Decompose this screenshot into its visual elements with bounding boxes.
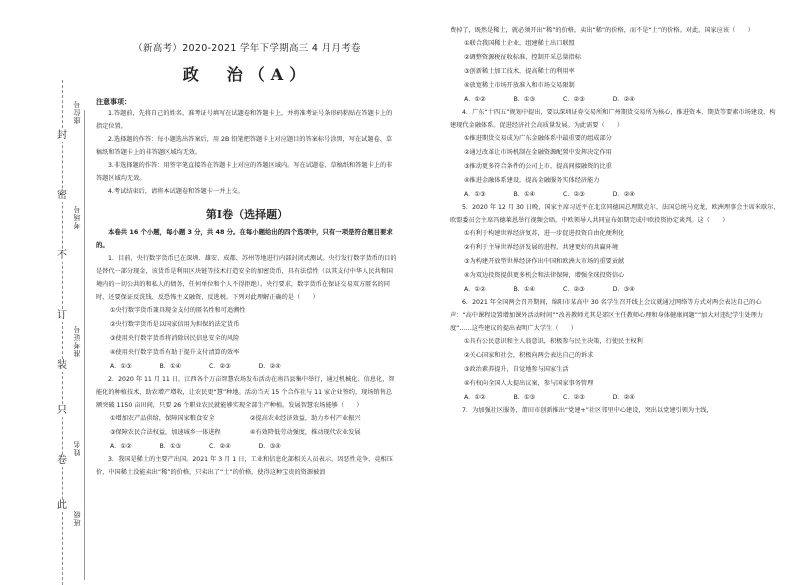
answer-choice: B．①④ xyxy=(513,191,536,198)
question-4-option: ①推进期货交易成为广东金融体系中最重要的组成部分 xyxy=(464,135,612,142)
question-5-option: ③为构建开放型世界经济作出中国和欧洲大市场的重要贡献 xyxy=(464,258,625,265)
question-5-option: ①有利于构建世界经济复苏，进一步促进投资自由化便利化 xyxy=(464,230,625,237)
binding-char: 装 xyxy=(54,360,70,372)
question-5-option: ④为双边投资提供更多机会和法律保障，增强全球投资信心 xyxy=(464,272,625,279)
answer-choice: A．①② xyxy=(464,96,486,103)
question-2-option: ①增加农产品供给，保障国家粮食安全 xyxy=(110,415,215,422)
answer-choice: A．①③ xyxy=(464,191,486,198)
answer-choice: C．②③ xyxy=(563,394,585,401)
class-field: 班级 xyxy=(73,510,81,526)
question-3-option: ③创新稀土加工技术，提高稀土的利用率 xyxy=(464,68,575,75)
binding-char: 此 xyxy=(54,500,70,512)
answer-choice: B．①③ xyxy=(513,394,536,401)
question-1-option: ③使用央行数字货币将消除居民信息安全的风险 xyxy=(110,335,240,342)
answer-choice: D．②④ xyxy=(258,363,281,370)
question-4-option: ④推进金融体系建设，提高金融服务实体经济能力 xyxy=(464,177,600,184)
question-2-answers xyxy=(96,440,398,453)
answer-choice: D．③④ xyxy=(612,286,635,293)
subject-title: 政 治（A） xyxy=(182,65,312,84)
answer-choice: C．②④ xyxy=(209,443,231,450)
answer-choice: A．①③ xyxy=(110,363,132,370)
question-1-option: ④使用央行数字货币有助于提升支付清算的效率 xyxy=(110,349,240,356)
notice-heading: 注意事项： xyxy=(96,98,131,106)
answer-choice: B．①③ xyxy=(513,96,536,103)
question-3-option: ①联合我国稀土企业，组建稀土出口联盟 xyxy=(464,40,575,47)
question-4-stem: 4．广东“十四五”规划中提出，要以深圳证券交易所和广州期货交易所为核心，推进资本、期货等要素市场建设，构建现代金融体系。促进经济社会高质量发展。为此需要（ ） xyxy=(450,109,776,129)
question-4-option: ②通过改革让市场机制在金融资源配置中发挥决定作用 xyxy=(464,149,612,156)
answer-choice: B．①③ xyxy=(159,443,182,450)
binding-char: 不 xyxy=(54,250,70,262)
question-3-stem: 3．我国是稀土的主要产出国。2021 年 3 月 1 日，工业和信息化部相关人员表示，因恶性竞争、竞相压价，中国稀土没能卖出“稀”的价格，只卖出了“土”的价格，使得这种宝贵的资源被浪 xyxy=(96,456,393,476)
question-6-stem: 6．2021 年全国两会召开期间，绵阳市某高中 30 名学生召开线上会议就通过网络等方式对两会表达自己的心声：“高中课程设置增加课外活动时间”“改善教师尤其是郊区主任教师心理和身体健康问题”“加大对违纪学生处理力度”……这些建议的提出表明广大学生（ ） xyxy=(450,299,764,332)
question-1-option: ②央行数字货币是以国家信用为担保的法定货币 xyxy=(110,321,240,328)
exam-room-field: 考场号 xyxy=(73,205,81,229)
question-1-stem: 1．目前，央行数字货币已在深圳、雄安、成都、苏州等地进行内部封闭式测试。央行发行数字货币的目的是替代一部分现金，该货币是利用区块链等技术打造安全的加密货币，具有法偿性（以其支付中华人民共和国境内的一切公共的和私人的债务，任何单位和个人不得拒绝）。央行要求，数字货币在保证交易双方匿名的同时，还要保证反洗钱、反恐怖主义融资、反逃税。下列对此理解正确的是（ ） xyxy=(96,255,397,301)
admission-number-field: 准考证号 xyxy=(73,325,81,357)
binding-char: 只 xyxy=(54,405,70,417)
answer-choice: C．②③ xyxy=(209,363,231,370)
question-5-option: ②有利于主导世界经济发展的进程，共建更好的共赢环境 xyxy=(464,244,619,251)
binding-char: 卷 xyxy=(54,455,70,467)
notice-item: 3.非选择题的作答：用签字笔直接答在答题卡上对应的答题区域内。写在试题卷、草稿纸和答题卡上的非答题区域均无效。 xyxy=(96,162,393,182)
question-6-option: ①具有公民意识和主人翁意识，积极参与民主决策，行使民主权利 xyxy=(464,338,643,345)
answer-choice: B．①④ xyxy=(513,286,536,293)
right-column xyxy=(450,24,780,417)
section-title: 第Ⅰ卷（选择题） xyxy=(205,208,289,221)
question-2-option: ④有效降低劳动强度，推动现代农业发展 xyxy=(249,429,361,436)
name-field: 姓名 xyxy=(73,440,81,456)
question-3-answers xyxy=(450,93,780,106)
exam-title: （新高考）2020-2021 学年下学期高三 4 月月考卷 xyxy=(133,43,361,54)
question-2-stem: 2．2020 年 11 月 11 日，江西各个万亩智慧农场发布活动在南昌县集中举行，通过机械化、信息化、智能化的种植技术，助农增产增收，让农民更“慧”种地。活动当天 15 个合作社与 11 家企业签约，现场销售总额突破 1150 亩田间，只要 26 个职业农民就能够实现全部生产种植。发展智慧农场能够（ ） xyxy=(96,376,395,409)
answer-choice: D．③④ xyxy=(258,443,281,450)
seat-number-field: 座位号 xyxy=(73,100,81,124)
binding-char: 订 xyxy=(54,310,70,322)
binding-char: 封 xyxy=(54,130,70,142)
answer-choice: C．②③ xyxy=(563,191,585,198)
section-intro: 本卷共 16 个小题，每小题 3 分，共 48 分。在每小题给出的四个选项中，只有一项是符合题目要求的。 xyxy=(96,228,393,249)
question-6-option: ②关心国家和社会，积极向两会表达自己的诉求 xyxy=(464,352,594,359)
question-5-answers xyxy=(450,283,780,296)
question-1-answers xyxy=(96,360,398,373)
binding-strip xyxy=(0,40,92,560)
left-column xyxy=(96,0,398,479)
notice-item: 2.选择题的作答：每小题选出答案后，用 2B 铅笔把答题卡上对应题目的答案标号涂黑，写在试题卷、草稿纸和答题卡上的非答题区域均无效。 xyxy=(96,136,393,156)
answer-choice: A．①② xyxy=(464,394,486,401)
question-1-option: ①央行数字货币兼具现金支付的匿名性和可追溯性 xyxy=(110,307,246,314)
binding-char: 密 xyxy=(54,190,70,202)
question-6-option: ④有权向全国人大提出议案，参与国家事务管理 xyxy=(464,380,594,387)
answer-choice: C．②③ xyxy=(563,286,585,293)
binding-line xyxy=(84,110,85,580)
question-5-stem: 5．2020 年 12 月 30 日晚，国家主席习近平在北京同德国总理默克尔、法国总统马克龙、欧洲理事会主席米歇尔、欧盟委员会主席冯德莱恩举行视频会晤。中欧领导人共同宣布如期完成中欧投资协定谈判。这（ ） xyxy=(450,204,780,224)
answer-choice: C．②③ xyxy=(563,96,585,103)
question-6-answers xyxy=(450,391,780,404)
question-7-stem: 7．为加强社区服务，莆田市创新推出“党建+”社区邻里中心建设，突出以党建引领为主线， xyxy=(462,407,713,414)
question-2-option: ③保障农民合法权益，加速城乡一体进程 xyxy=(110,429,221,436)
question-4-option: ③推动更多符合条件的公司上市，提高间接融资的比重 xyxy=(464,163,612,170)
answer-choice: B．①④ xyxy=(159,363,182,370)
answer-choice: D．②④ xyxy=(612,191,635,198)
answer-choice: A．①② xyxy=(110,443,132,450)
question-3-option: ②调整资源税征收标准，控制开采总量指标 xyxy=(464,54,581,61)
question-3-stem-continued: 费掉了，既然是稀土，就必须开出“稀”的价格，卖出“稀”的价格，而不是“土”的价格。对此，国家应该（ ） xyxy=(450,27,754,34)
question-2-options xyxy=(96,412,398,440)
question-6-option: ③政治素养提升，自觉地参与国家生活 xyxy=(464,366,569,373)
answer-choice: A．①② xyxy=(464,286,486,293)
notice-item: 4.考试结束后，请将本试题卷和答题卡一并上交。 xyxy=(108,188,244,195)
question-3-option: ④放宽稀土市场开放准入和市场交易限制 xyxy=(464,82,575,89)
notice-item: 1.答题前，先将自己的姓名、准考证号填写在试题卷和答题卡上，并将准考证号条形码粘贴在答题卡上的指定位置。 xyxy=(96,110,393,130)
question-2-option: ②提高农业经济效益，助力乡村产业振兴 xyxy=(249,415,361,422)
answer-choice: D．②④ xyxy=(612,96,635,103)
answer-choice: D．②④ xyxy=(612,394,635,401)
question-4-answers xyxy=(450,188,780,201)
